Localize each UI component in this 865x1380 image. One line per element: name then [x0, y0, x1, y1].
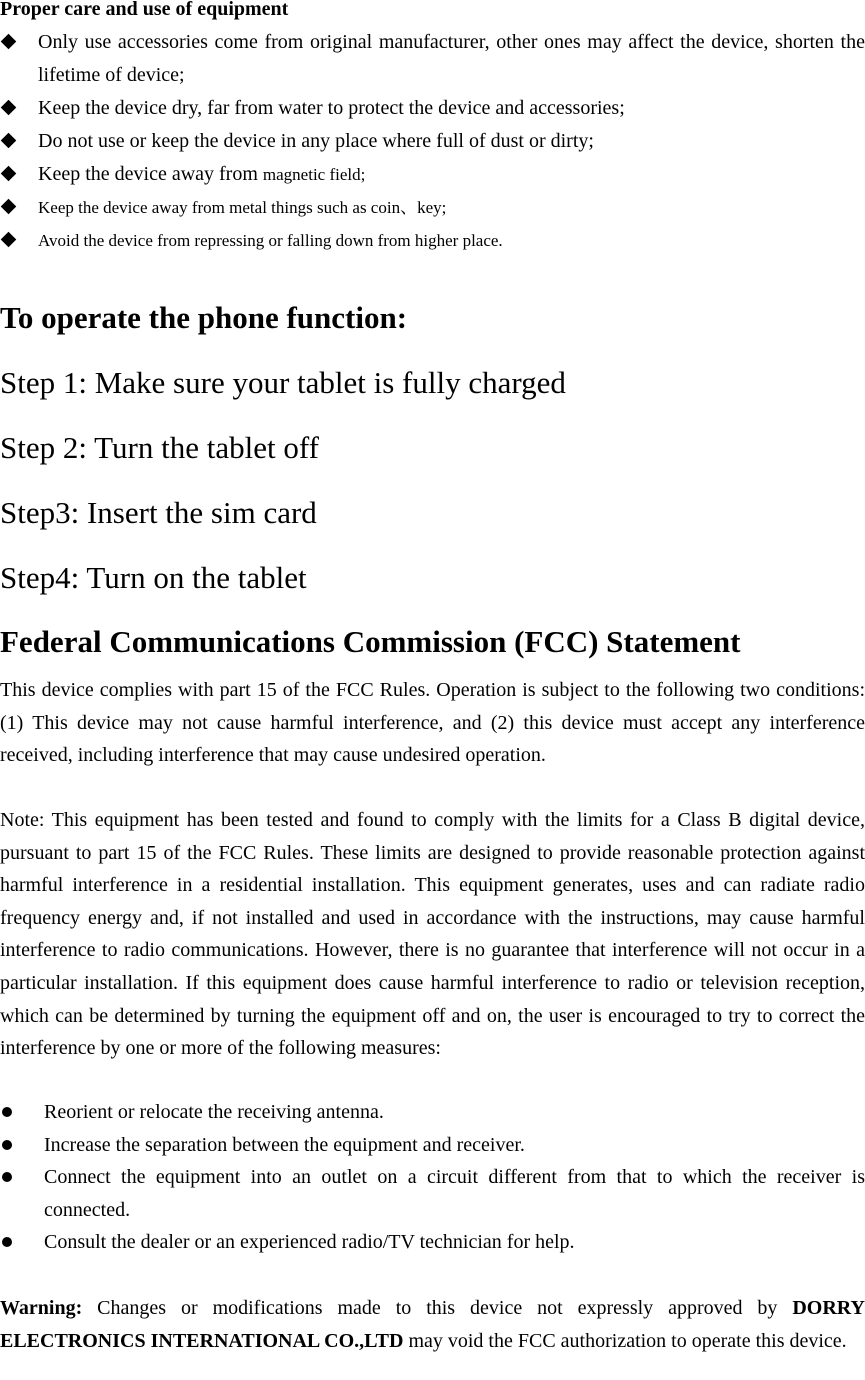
care-item: [0, 125, 865, 158]
warning-label: Warning:: [0, 1297, 83, 1319]
operate-step: Step 1: Make sure your tablet is fully charged: [0, 365, 566, 400]
measure-item-text: Increase the separation between the equipment and receiver.: [44, 1133, 525, 1156]
operate-step: Step4: Turn on the tablet: [0, 560, 307, 595]
care-item: [0, 224, 865, 257]
care-item-text: Avoid the device from repressing or falling down from higher place.: [38, 231, 503, 250]
measure-item: [0, 1226, 865, 1259]
care-section-title: Proper care and use of equipment: [0, 0, 289, 20]
fcc-section-title: Federal Communications Commission (FCC) Statement: [0, 624, 741, 659]
fcc-measures-list: [0, 1096, 865, 1259]
operate-step: Step3: Insert the sim card: [0, 495, 317, 530]
measure-item-text: Reorient or relocate the receiving antenna.: [44, 1101, 384, 1123]
warning-text: Changes or modifications made to this device not expressly approved by: [82, 1297, 793, 1319]
fcc-warning-paragraph: [0, 1292, 865, 1357]
dot-bullet-icon: [2, 1107, 12, 1117]
fcc-note-paragraph: Note: This equipment has been tested and found to comply with the limits for a Class B digital device, pursuant to part 15 of the FCC Rules. These limits are designed to provide reasonable protection against harmful interference in a residential installation. This equipment generates, uses and can radiate radio frequency energy and, if not installed and used in accordance with the instructions, may cause harmful interference to radio communications. However, there is no guarantee that interference will not occur in a particular installation. If this equipment does cause harmful interference to radio or television reception, which can be determined by turning the equipment off and on, the user is encouraged to try to correct the interference by one or more of the following measures:: [0, 809, 865, 1060]
care-list: [0, 26, 865, 257]
care-item: [0, 191, 865, 224]
operate-section-title: To operate the phone function:: [0, 300, 408, 335]
measure-item: [0, 1129, 865, 1162]
care-item: [0, 158, 865, 191]
care-item: [0, 26, 865, 92]
care-item-text: Keep the device dry, far from water to protect the device and accessories;: [38, 97, 625, 119]
measure-item-text: Consult the dealer or an experienced radio/TV technician for help.: [44, 1231, 575, 1254]
measure-item: [0, 1096, 865, 1129]
diamond-bullet-icon: [1, 34, 17, 50]
warning-company-name: DORRY ELECTRONICS INTERNATIONAL CO.,LTD: [0, 1297, 865, 1352]
diamond-bullet-icon: [1, 133, 17, 149]
diamond-bullet-icon: [1, 199, 17, 215]
diamond-bullet-icon: [1, 100, 17, 116]
diamond-bullet-icon: [1, 166, 17, 182]
warning-text-end: may void the FCC authorization to operate this device.: [403, 1329, 847, 1352]
dot-bullet-icon: [2, 1172, 12, 1182]
fcc-compliance-paragraph: This device complies with part 15 of the FCC Rules. Operation is subject to the following two conditions: (1) This device may not cause harmful interference, and (2) this device must accept any interference received, including interference that may cause undesired operation.: [0, 679, 865, 767]
care-item-text: Do not use or keep the device in any place where full of dust or dirty;: [38, 130, 594, 152]
diamond-bullet-icon: [1, 232, 17, 248]
operate-step: Step 2: Turn the tablet off: [0, 430, 319, 465]
care-item: [0, 92, 865, 125]
care-item-text-small: magnetic field;: [262, 165, 366, 184]
dot-bullet-icon: [2, 1237, 12, 1247]
dot-bullet-icon: [2, 1140, 12, 1150]
care-item-text: Keep the device away from metal things such as coin、key;: [38, 198, 447, 217]
care-item-text: Keep the device away from: [38, 163, 263, 185]
measure-item-text: Connect the equipment into an outlet on a circuit different from that to which the receiver is connected.: [44, 1166, 865, 1221]
measure-item: [0, 1161, 865, 1226]
care-item-text: Only use accessories come from original manufacturer, other ones may affect the device, shorten the lifetime of device;: [38, 31, 865, 86]
